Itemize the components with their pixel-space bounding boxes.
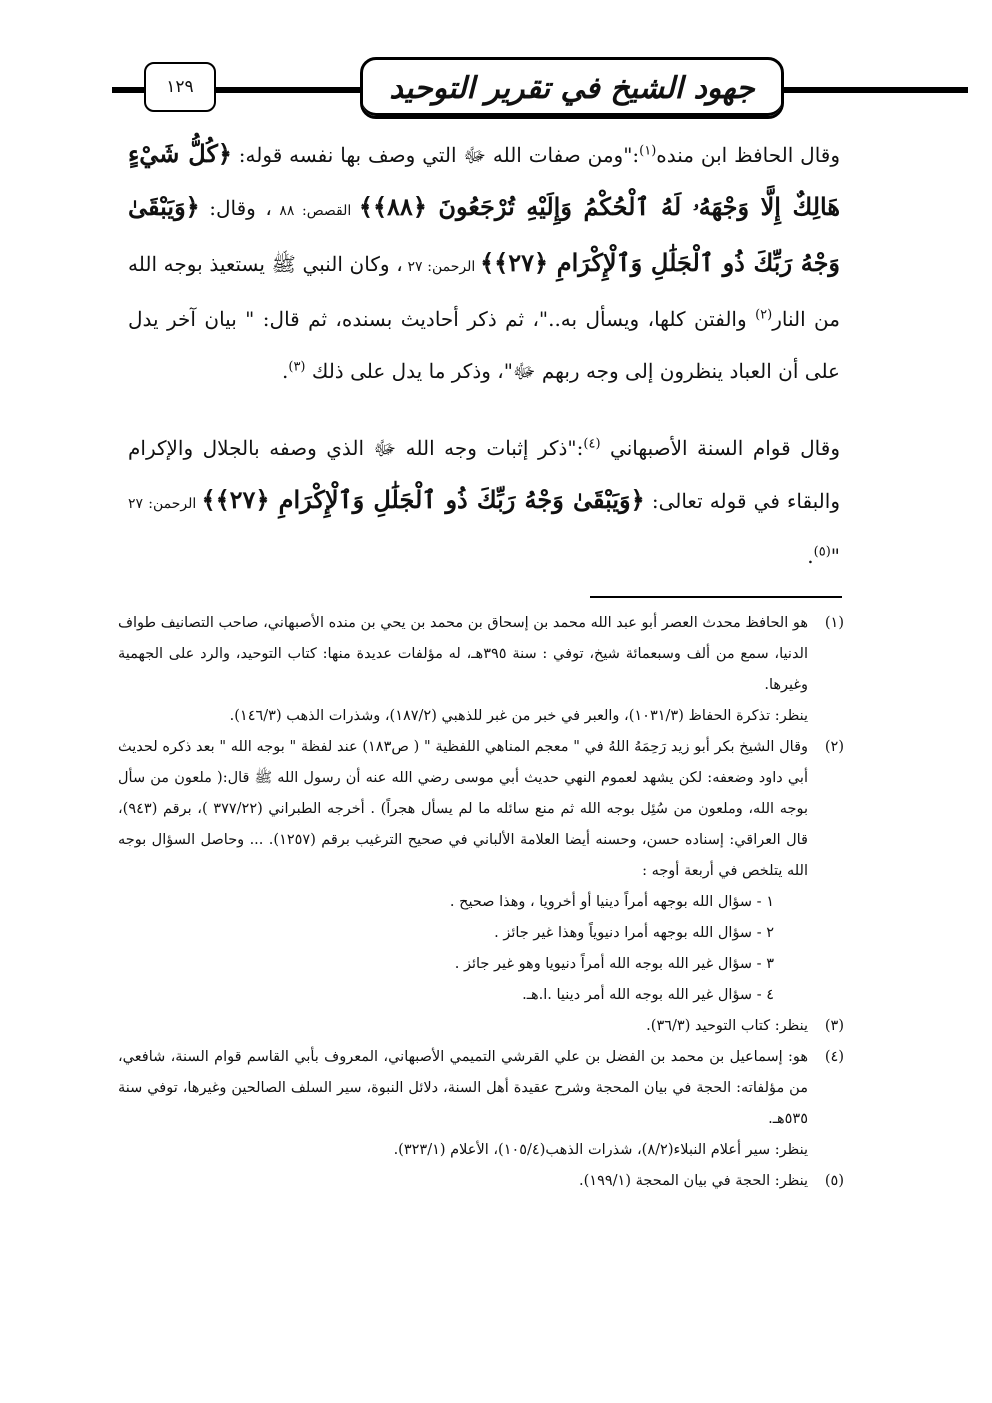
list-item: ٢ - سؤال الله بوجهه أمرا دنيوياً وهذا غير جائز .	[494, 925, 774, 941]
footnote-text: هو الحافظ محدث العصر أبو عبد الله محمد بن إسحاق بن محمد بن يحي بن منده الأصبهاني، صاحب التصانيف طواف الدنيا، سمع من ألف وسبعمائة شيخ، توفي : سنة ٣٩٥هـ، له مؤلفات عديدة منها: كتاب التوحيد، والرد على الجهمية وغيرها.	[118, 615, 808, 693]
verse-reference-rahman: الرحمن: ٢٧	[402, 259, 481, 275]
footnote-3	[118, 1011, 844, 1042]
footnote-number: (٤)	[824, 1049, 844, 1065]
paragraph-ibn-mandah	[128, 128, 840, 397]
quote-text: :"ومن صفات الله ﷻ التي وصف بها نفسه قوله:	[231, 143, 640, 167]
close-quote: "	[830, 544, 840, 568]
footnote-separator	[590, 596, 842, 598]
footnote-number: (٣)	[824, 1018, 844, 1034]
footnote-text: ينظر: الحجة في بيان المحجة (١٩٩/١).	[579, 1173, 808, 1189]
quran-verse-rahman: ﴿وَيَبْقَىٰ وَجْهُ رَبِّكَ ذُو ٱلْجَلَٰلِ وَٱلْإِكْرَامِ ﴿٢٧﴾﴾	[201, 485, 645, 514]
header-rule-left	[112, 87, 146, 93]
footnote-number: (٥)	[824, 1173, 844, 1189]
footnote-text: وقال الشيخ بكر أبو زيد رَحِمَهُ اللهُ في " معجم المناهي اللفظية " ( ص١٨٣) عند لفظة " بوجه الله " بعد ذكره لحديث أبي داود وضعفه: لكن يشهد لعموم النهي حديث أبي موسى رضي الله عنه أن رسول الله ﷺ قال:( ملعون من سأل بوجه الله، وملعون من سُئِل بوجه الله ثم منع سائله ما لم يسأل هجراً) . أخرجه الطبراني (٣٧٧/٢٢ )، برقم (٩٤٣)، قال العراقي: إسناده حسن، وحسنه أيضا العلامة الألباني في صحيح الترغيب برقم (١٢٥٧). ... وحاصل السؤال بوجه الله يتلخص في أربعة أوجه :	[118, 739, 809, 879]
header-rule-middle	[214, 87, 362, 93]
list-item: ٣ - سؤال غير الله بوجه الله أمراً دنيويا وهو غير جائز .	[454, 956, 774, 972]
footnote-ref-1: (١)	[639, 143, 657, 159]
footnote-text: هو: إسماعيل بن محمد بن الفضل بن علي القرشي التميمي الأصبهاني، المعروف بأبي القاسم قوام السنة، شافعي، من مؤلفاته: الحجة في بيان المحجة وشرح عقيدة أهل السنة، دلائل النبوة، سير السلف الصالحين وغيرها، توفي سنة ٥٣٥هـ.	[118, 1049, 808, 1127]
verse-reference-rahman: الرحمن: ٢٧	[128, 496, 202, 512]
list-item: ٤ - سؤال غير الله بوجه الله أمر دينيا .ا.هـ.	[522, 987, 774, 1003]
footnote-ref-5: (٥)	[813, 544, 831, 560]
verse-reference-qasas: القصص: ٨٨	[271, 203, 359, 219]
footnotes	[118, 608, 844, 1197]
list-item: ١ - سؤال الله بوجهه أمراً دينيا أو أخرويا ، وهذا صحيح .	[449, 894, 774, 910]
quote-text: :"ذكر إثبات وجه الله ﷻ الذي وصفه بالجلال والإكرام والبقاء في قوله تعالى:	[128, 436, 840, 513]
footnote-text: ينظر: كتاب التوحيد (٣٦/٣).	[646, 1018, 808, 1034]
footnote-5	[118, 1166, 844, 1197]
continuation-text: ، وكان النبي ﷺ يستعيذ بوجه الله من النار	[128, 252, 840, 331]
intro-text: وقال قوام السنة الأصبهاني	[600, 436, 840, 460]
footnote-2	[118, 732, 844, 887]
intro-text: وقال الحافظ ابن منده	[656, 143, 841, 167]
footnote-number: (١)	[824, 615, 844, 631]
book-title: جهود الشيخ في تقرير التوحيد	[360, 57, 784, 119]
paragraph-qawwam-sunnah	[128, 422, 840, 582]
continuation-text-2: والفتن كلها، ويسأل به.."، ثم ذكر أحاديث بسنده، ثم قال: " بيان آخر يدل على أن العباد ينظرون إلى وجه ربهم ﷻ"، وذكر ما يدل على ذلك	[128, 307, 840, 383]
footnote-4	[118, 1042, 844, 1135]
end-punct: .	[282, 359, 289, 383]
footnote-4-sources: ينظر: سير أعلام النبلاء(٨/٢)، شذرات الذهب(١٠٥/٤)، الأعلام (٣٢٣/١).	[393, 1142, 808, 1158]
and-said-text: ، وقال:	[199, 196, 272, 220]
quran-verse-qasas: ﴿كُلُّ شَيْءٍ هَالِكٌ إِلَّا وَجْهَهُۥ لَهُ ٱلْحُكْمُ وَإِلَيْهِ تُرْجَعُونَ ﴿٨٨﴾﴾	[128, 139, 840, 221]
page-number: ١٢٩	[144, 62, 216, 112]
footnote-number: (٢)	[824, 739, 844, 755]
footnote-ref-3: (٣)	[288, 359, 306, 375]
footnote-1	[118, 608, 844, 701]
footnote-ref-2: (٢)	[755, 307, 773, 323]
header-rule-right	[782, 87, 968, 93]
end-punct: .	[807, 544, 814, 568]
footnote-ref-4: (٤)	[583, 436, 601, 452]
quran-verse-rahman: ﴿وَيَبْقَىٰ وَجْهُ رَبِّكَ ذُو ٱلْجَلَٰلِ وَٱلْإِكْرَامِ ﴿٢٧﴾﴾	[128, 192, 841, 277]
page-header	[0, 0, 992, 130]
footnote-1-sources: ينظر: تذكرة الحفاظ (١٠٣١/٣)، والعبر في خبر من غبر للذهبي (١٨٧/٢)، وشذرات الذهب (١٤٦/٣).	[229, 708, 808, 724]
